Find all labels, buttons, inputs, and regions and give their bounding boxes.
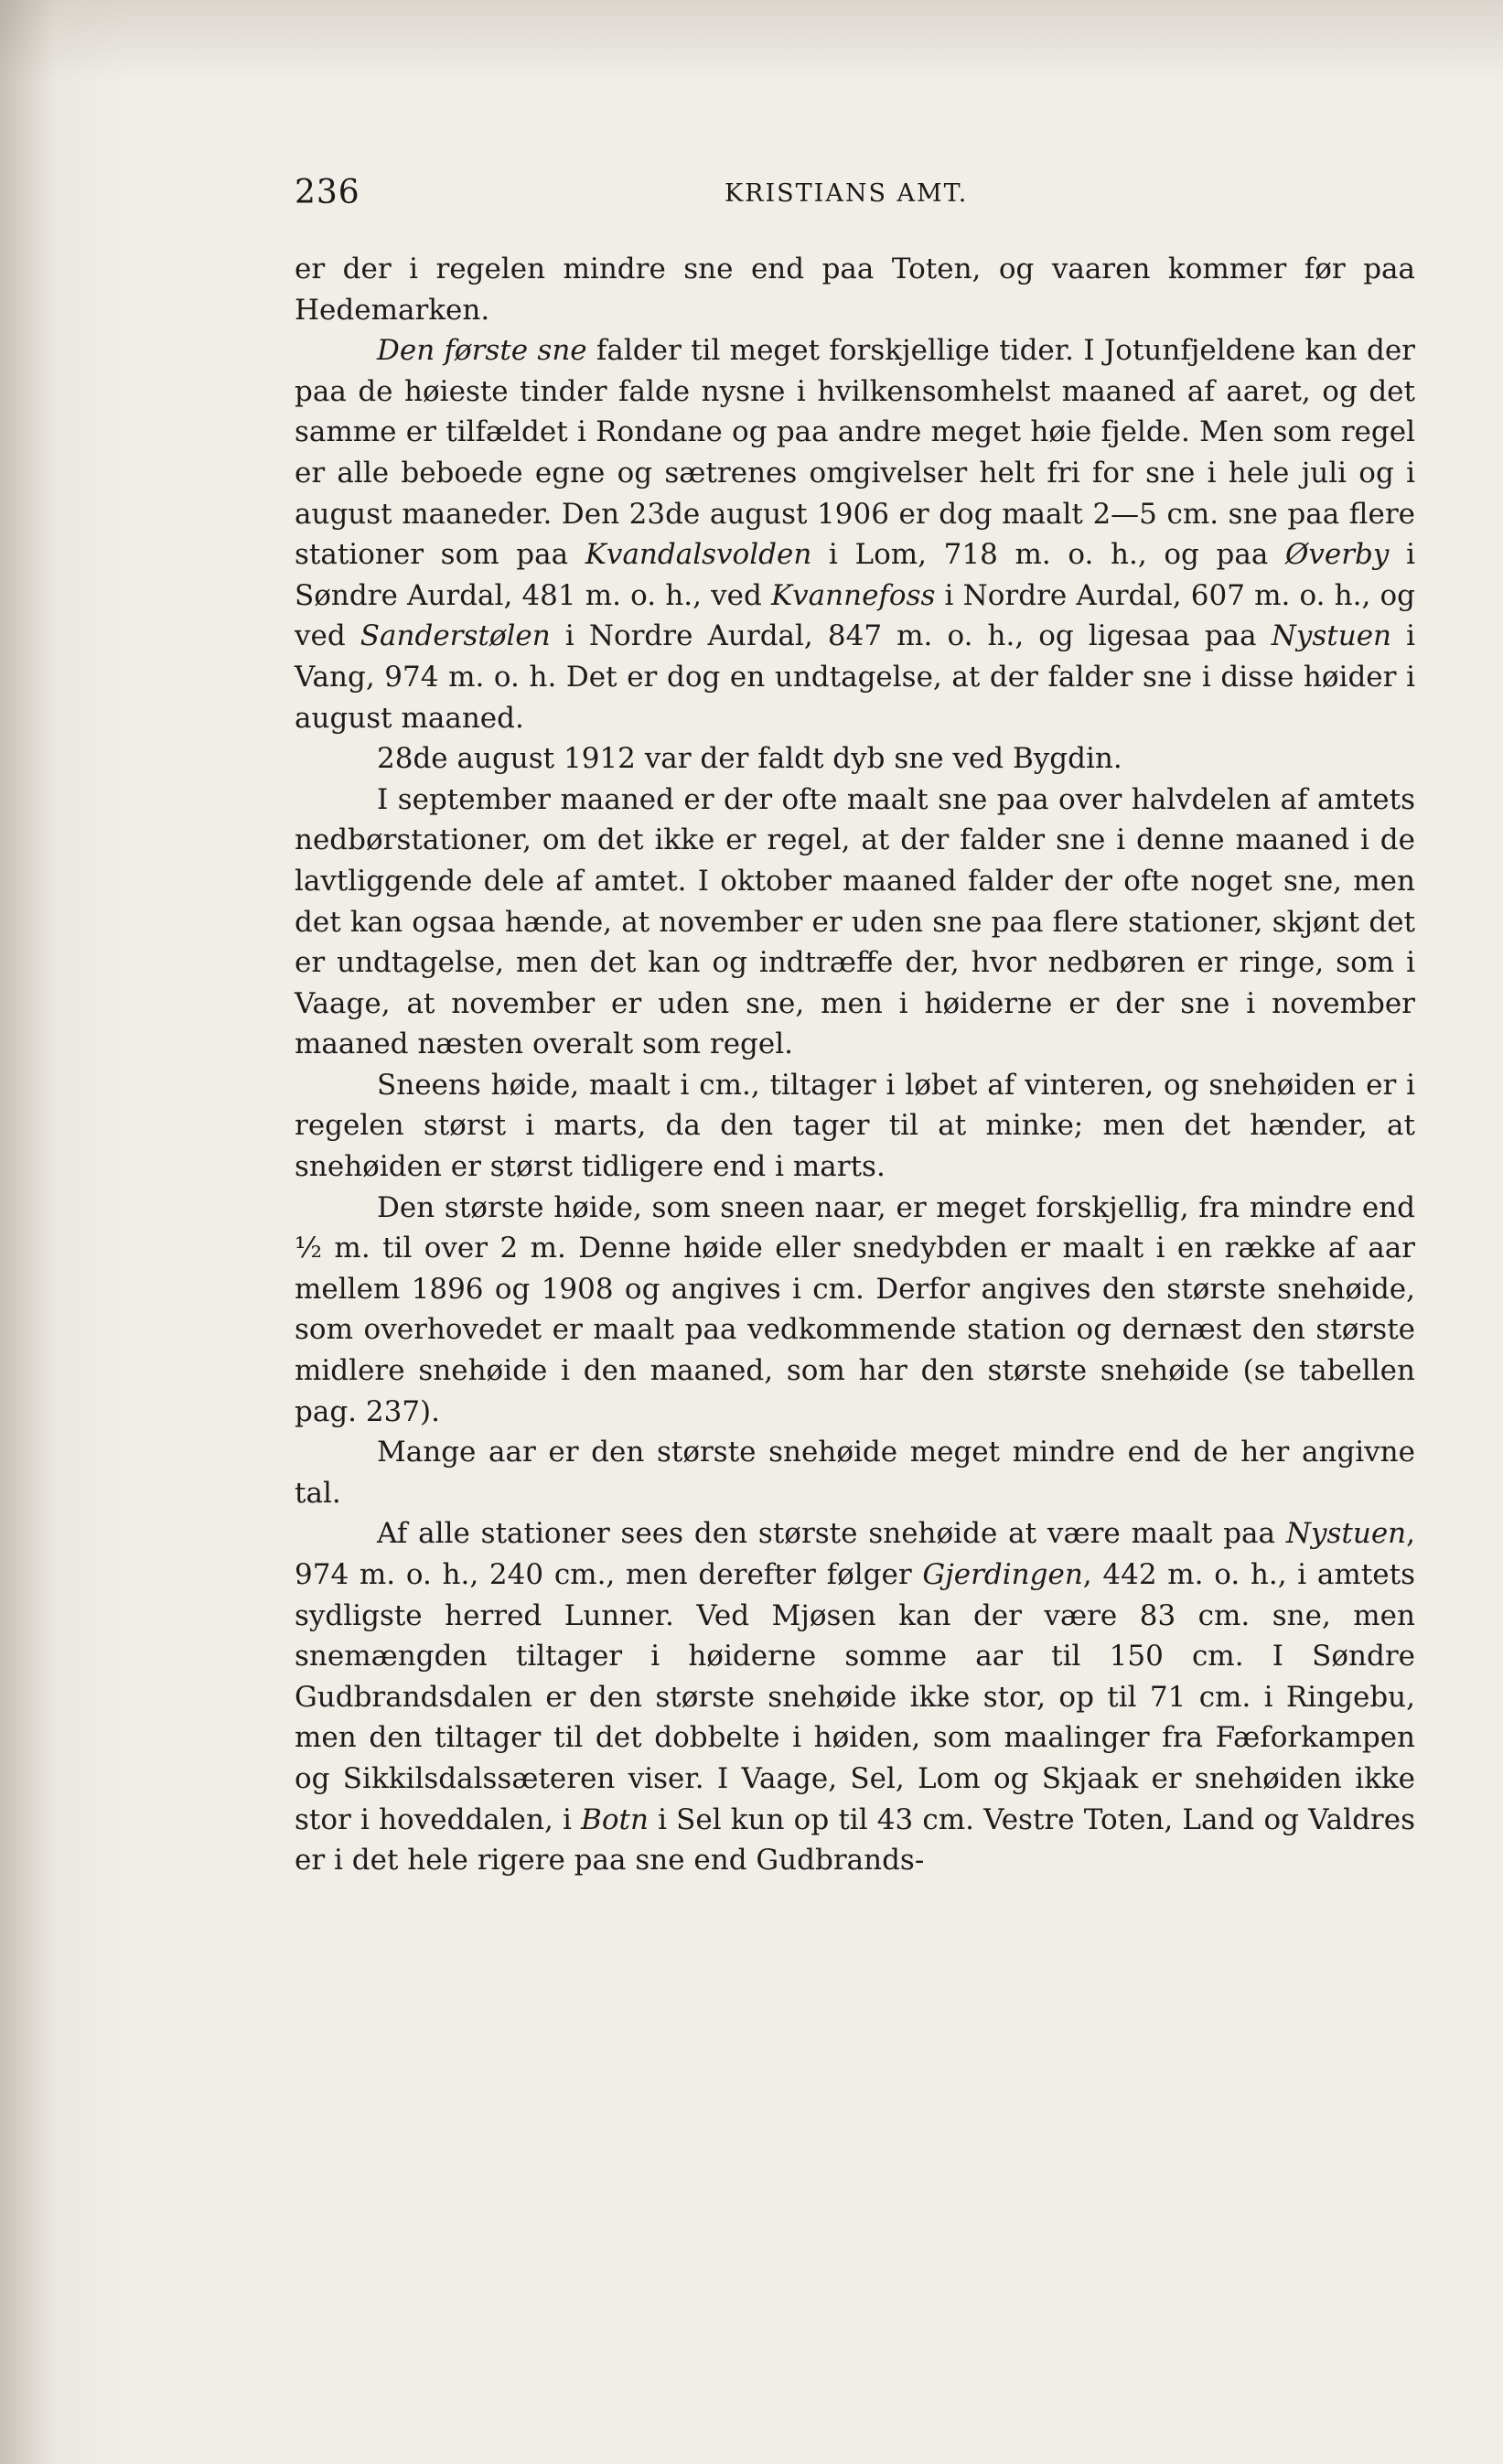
italic-place-name: Kvannefoss: [771, 578, 936, 612]
text-run: er der i regelen mindre sne end paa Toten, og vaaren kommer før paa Hedemarken.: [295, 253, 1415, 327]
paragraph: [295, 1065, 1415, 1188]
italic-place-name: Nystuen: [1285, 1517, 1407, 1551]
paragraph: [295, 1513, 1415, 1880]
text-run: , 442 m. o. h., i amtets sydligste herred Lunner. Ved Mjøsen kan der være 83 cm. sne, men snemængden tiltager i høiderne somme aar til 150 cm. I Søndre Gudbrandsdalen er den største snehøide ikke stor, op til 71 cm. i Ringebu, men den tiltager til det dobbelte i høiden, som maalinger fra Fæforkampen og Sikkilsdalssæteren viser. I Vaage, Sel, Lom og Skjaak er snehøiden ikke stor i hoveddalen, i: [295, 1558, 1415, 1836]
text-run: Den største høide, som sneen naar, er meget forskjellig, fra mindre end ½ m. til over 2 m. Denne høide eller snedybden er maalt i en række af aar mellem 1896 og 1908 og angives i cm. Derfor angives den største snehøide, som overhovedet er maalt paa vedkommende station og dernæst den største midlere snehøide i den maaned, som har den største snehøide (se tabellen pag. 237).: [295, 1190, 1415, 1428]
text-run: Mange aar er den største snehøide meget mindre end de her angivne tal.: [295, 1436, 1415, 1510]
text-run: Sneens høide, maalt i cm., tiltager i løbet af vinteren, og snehøiden er i regelen størst i marts, da den tager til at minke; men det hænder, at snehøiden er størst tidligere end i marts.: [295, 1068, 1415, 1184]
text-run: i Lom, 718 m. o. h., og paa: [811, 538, 1285, 572]
italic-place-name: Den første sne: [377, 334, 587, 368]
text-run: I september maaned er der ofte maalt sne paa over halvdelen af amtets nedbørstationer, om det ikke er regel, at der falder sne i denne maaned i de lavtliggende dele af amtet. I oktober maaned falder der ofte noget sne, men det kan ogsaa hænde, at november er uden sne paa flere stationer, skjønt det er undtagelse, men det kan og indtræffe der, hvor nedbøren er ringe, som i Vaage, at november er uden sne, men i høiderne er der sne i november maaned næsten overalt som regel.: [295, 782, 1415, 1061]
text-run: falder til meget forskjellige tider. I Jotunfjeldene kan der paa de høieste tinder falde nysne i hvilkensomhelst maaned af aaret, og det samme er tilfældet i Rondane og paa andre meget høie fjelde. Men som regel er alle beboede egne og sætrenes omgivelser helt fri for sne i hele juli og i august maaneder. Den 23de august 1906 er dog maalt 2—5 cm. sne paa flere stationer som paa: [295, 334, 1415, 572]
paragraph: [295, 780, 1415, 1065]
paragraph: [295, 1188, 1415, 1433]
text-run: i Søndre Aurdal, 481 m. o. h., ved: [295, 538, 1415, 612]
text-run: i Nordre Aurdal, 607 m. o. h., og ved: [295, 578, 1416, 653]
text-run: Af alle stationer sees den største snehøide at være maalt paa: [377, 1517, 1286, 1551]
text-run: , 974 m. o. h., 240 cm., men derefter følger: [295, 1517, 1415, 1591]
body-text: [295, 249, 1415, 1881]
italic-place-name: Botn: [581, 1802, 649, 1836]
page-header: [295, 174, 1415, 218]
italic-place-name: Gjerdingen: [922, 1558, 1083, 1591]
text-run: i Sel kun op til 43 cm. Vestre Toten, Land og Valdres er i det hele rigere paa sne end Gudbrands-: [295, 1802, 1415, 1878]
paragraph: [295, 330, 1415, 738]
page-number: 236: [295, 174, 360, 211]
italic-place-name: Øverby: [1284, 538, 1390, 572]
text-run: i Vang, 974 m. o. h. Det er dog en undtagelse, at der falder sne i disse høider i august maaned.: [295, 619, 1415, 735]
paragraph: [295, 738, 1415, 780]
italic-place-name: Nystuen: [1271, 619, 1391, 653]
italic-place-name: Kvandalsvolden: [585, 538, 812, 572]
paragraph: [295, 1432, 1415, 1513]
italic-place-name: Sanderstølen: [360, 619, 551, 653]
text-run: 28de august 1912 var der faldt dyb sne ved Bygdin.: [377, 742, 1122, 776]
paragraph: [295, 249, 1415, 330]
text-run: i Nordre Aurdal, 847 m. o. h., og ligesaa paa: [550, 619, 1272, 653]
running-head: KRISTIANS AMT.: [725, 179, 969, 208]
